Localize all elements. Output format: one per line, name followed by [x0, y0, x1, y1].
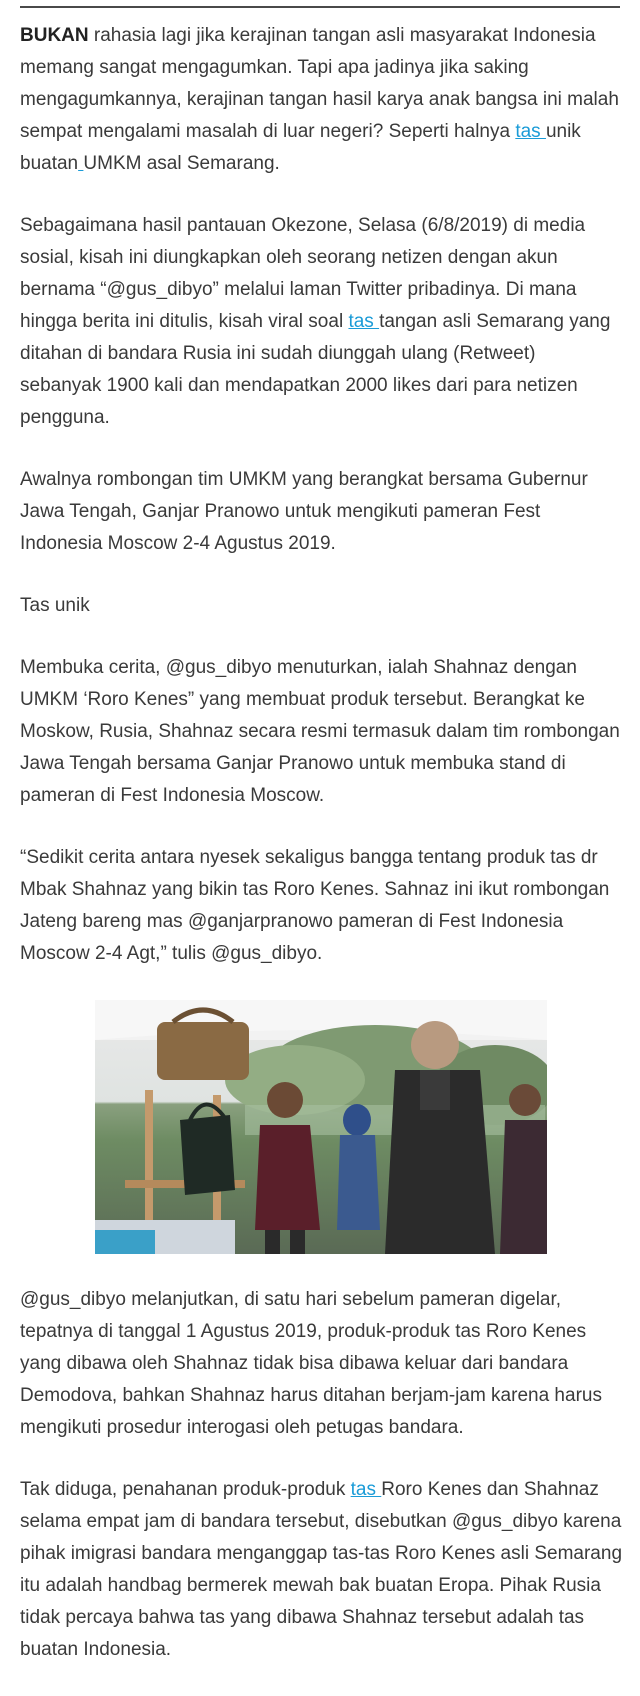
paragraph-3: Awalnya rombongan tim UMKM yang berangkat bersama Gubernur Jawa Tengah, Ganjar Pranowo untuk mengikuti pameran Fest Indonesia Moscow 2-4 Agustus 2019.	[20, 469, 588, 554]
article-photo	[95, 1000, 547, 1254]
top-divider	[20, 6, 620, 8]
subheading: Tas unik	[20, 595, 90, 616]
lead-word: BUKAN	[20, 25, 89, 46]
paragraph-5: “Sedikit cerita antara nyesek sekaligus bangga tentang produk tas dr Mbak Shahnaz yang bikin tas Roro Kenes. Sahnaz ini ikut rombongan Jateng bareng mas @ganjarpranowo pameran di Fest Indonesia Moscow 2-4 Agt,” tulis @gus_dibyo.	[20, 847, 610, 964]
paragraph-6: @gus_dibyo melanjutkan, di satu hari sebelum pameran digelar, tepatnya di tanggal 1 Agustus 2019, produk-produk tas Roro Kenes yang dibawa oleh Shahnaz tidak bisa dibawa keluar dari bandara Demodova, bahkan Shahnaz harus ditahan berjam-jam karena harus mengikuti prosedur interogasi oleh petugas bandara.	[20, 1289, 602, 1438]
paragraph-1-text-c: UMKM asal Semarang.	[83, 153, 280, 174]
photo-illustration	[95, 1000, 547, 1254]
paragraph-1-text-b: unik buatan	[20, 121, 581, 174]
paragraph-7-text-a: Tak diduga, penahanan produk-produk	[20, 1479, 351, 1500]
paragraph-4: Membuka cerita, @gus_dibyo menuturkan, ialah Shahnaz dengan UMKM ‘Roro Kenes” yang membuat produk tersebut. Berangkat ke Moskow, Rusia, Shahnaz secara resmi termasuk dalam tim rombongan Jawa Tengah bersama Ganjar Pranowo untuk membuka stand di pameran di Fest Indonesia Moscow.	[20, 657, 620, 806]
paragraph-2-text-b: tangan asli Semarang yang ditahan di bandara Rusia ini sudah diunggah ulang (Retweet) sebanyak 1900 kali dan mendapatkan 2000 likes dari para netizen pengguna.	[20, 311, 611, 428]
paragraph-7-text-b: Roro Kenes dan Shahnaz selama empat jam di bandara tersebut, disebutkan @gus_dibyo karena pihak imigrasi bandara menganggap tas-tas Roro Kenes asli Semarang itu adalah handbag bermerek mewah bak buatan Eropa. Pihak Rusia tidak percaya bahwa tas yang dibawa Shahnaz tersebut adalah tas buatan Indonesia.	[20, 1479, 623, 1660]
paragraph-1-text-a: rahasia lagi jika kerajinan tangan asli masyarakat Indonesia memang sangat mengagumkan. Tapi apa jadinya jika saking mengagumkannya, kerajinan tangan hasil karya anak bangsa ini malah sempat mengalami masalah di luar negeri? Seperti halnya	[20, 25, 619, 142]
article-body	[20, 20, 622, 1696]
tas-link-2[interactable]: tas	[348, 311, 380, 332]
paragraph-7	[20, 1474, 622, 1666]
tas-link-1[interactable]: tas	[515, 121, 546, 142]
paragraph-2-text-a: Sebagaimana hasil pantauan Okezone, Selasa (6/8/2019) di media sosial, kisah ini diungkapkan oleh seorang netizen dengan akun bernama “@gus_dibyo” melalui laman Twitter pribadinya. Di mana hingga berita ini ditulis, kisah viral soal	[20, 215, 586, 332]
paragraph-1	[20, 20, 622, 180]
tas-link-3[interactable]: tas	[350, 1479, 382, 1500]
paragraph-2	[20, 210, 622, 434]
